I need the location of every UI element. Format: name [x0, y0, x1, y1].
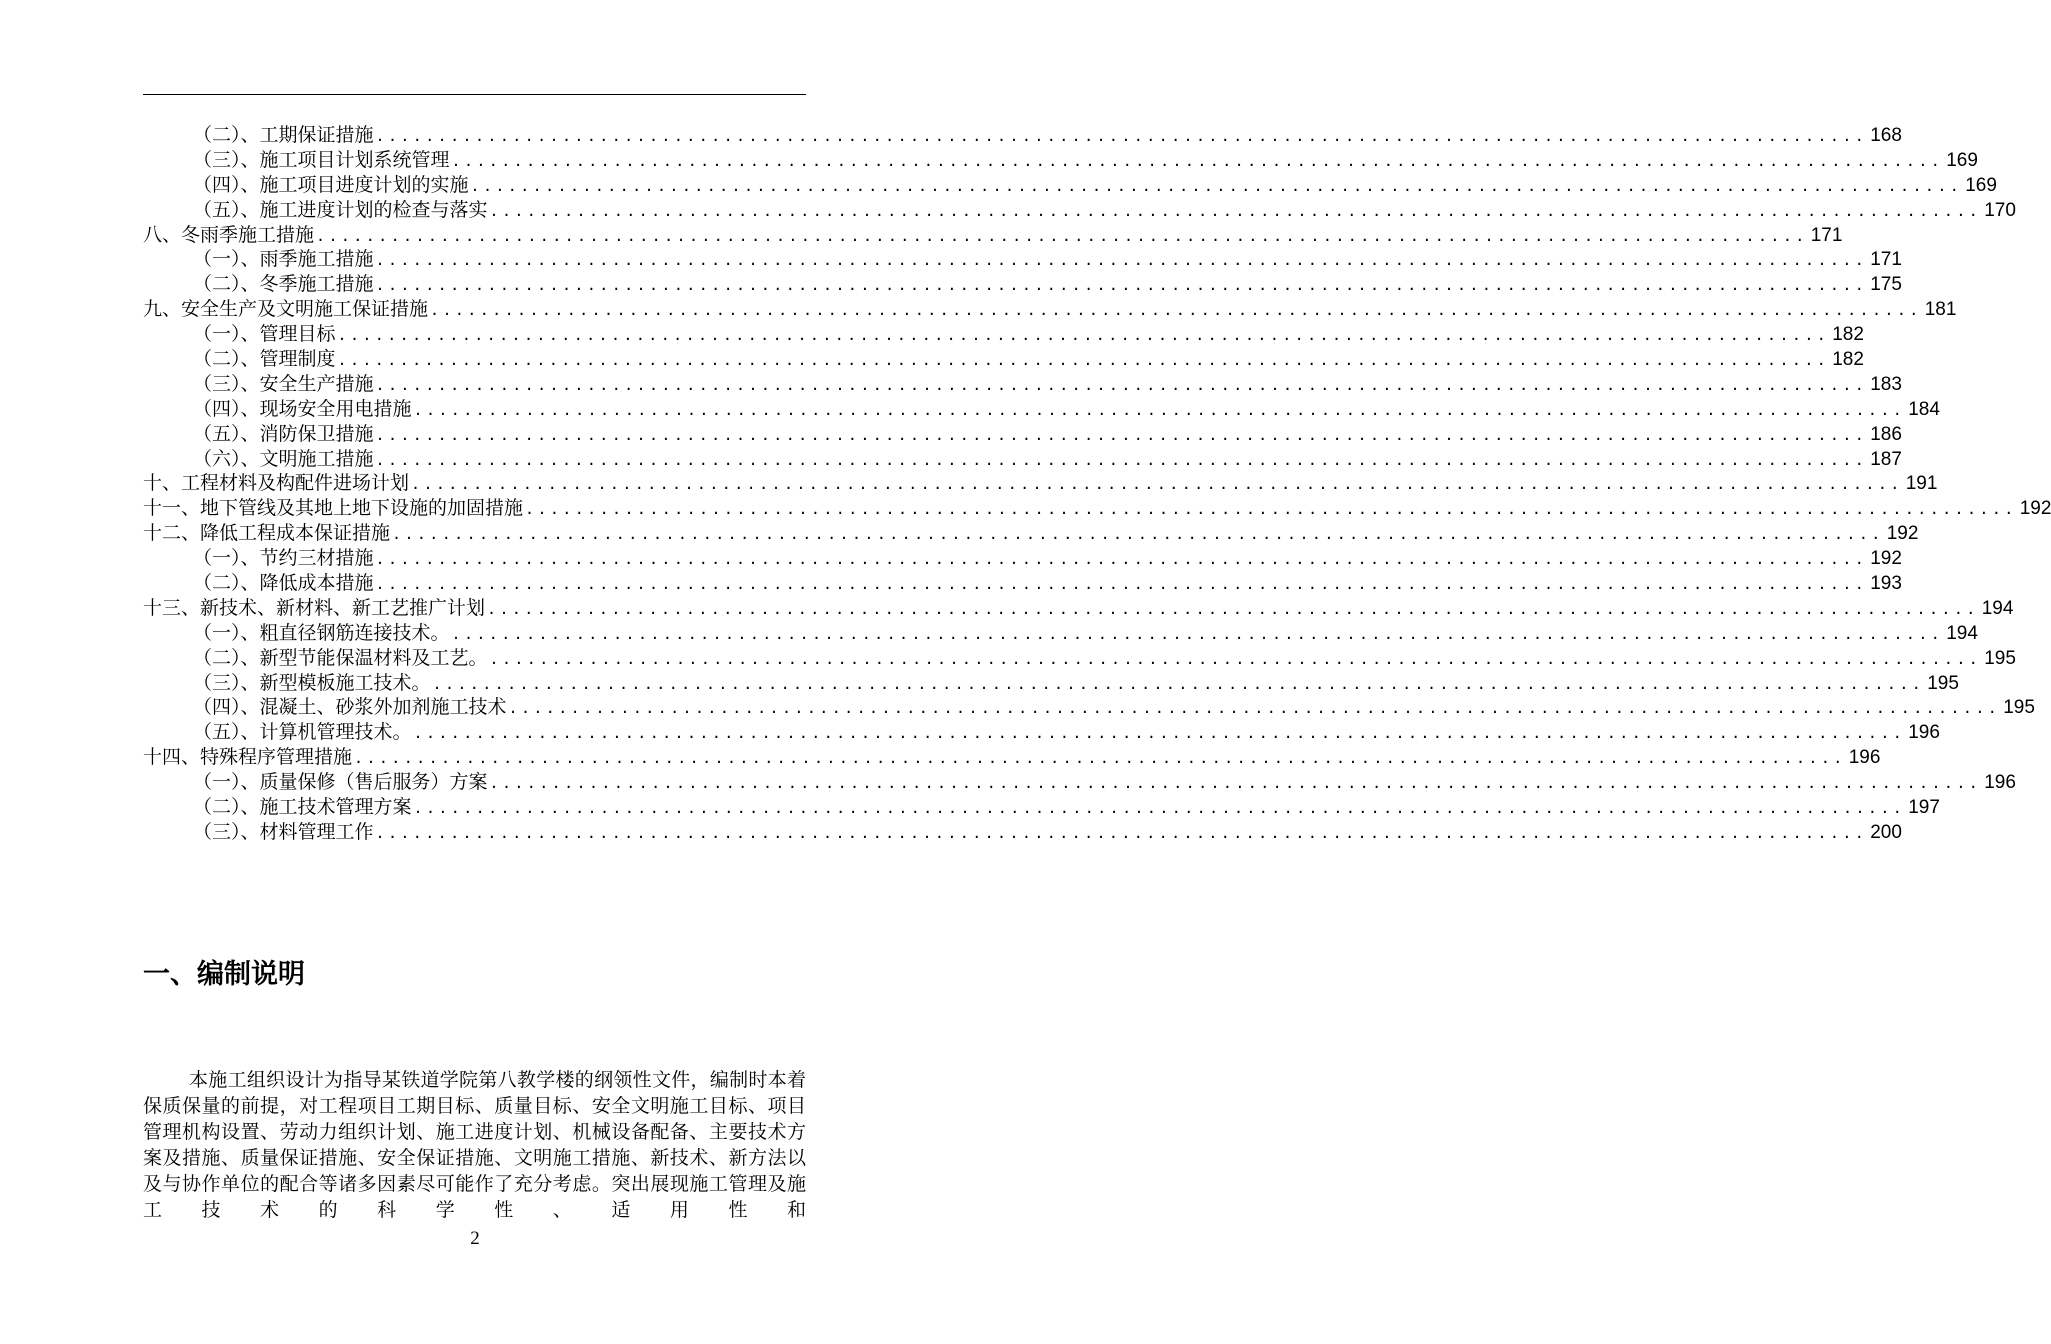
toc-entry[interactable] — [143, 247, 1902, 272]
toc-entry[interactable] — [143, 471, 1938, 496]
toc-entry[interactable] — [143, 397, 1940, 422]
toc-dot-leader: ........................................................................................................................ — [392, 525, 1884, 544]
toc-dot-leader: ........................................................................................................................ — [487, 599, 1979, 618]
toc-entry-title: 十二、降低工程成本保证措施 — [143, 522, 391, 545]
toc-dot-leader: ........................................................................................................................ — [413, 724, 1906, 743]
toc-entry-title: 十一、地下管线及其地上地下设施的加固措施 — [143, 497, 524, 520]
toc-dot-leader: ........................................................................................................................ — [451, 151, 1944, 170]
section-heading: 一、编制说明 — [143, 959, 305, 990]
toc-entry-title: （三）、施工项目计划系统管理 — [193, 148, 450, 171]
toc-entry-page: 192 — [1870, 548, 1902, 570]
toc-dot-leader: ........................................................................................................................ — [375, 575, 1868, 594]
toc-entry-page: 169 — [1965, 174, 1997, 196]
toc-entry-page: 195 — [1927, 672, 1959, 694]
toc-entry-title: （二）、管理制度 — [193, 348, 336, 371]
toc-dot-leader: ........................................................................................................................ — [337, 351, 1830, 370]
toc-entry-page: 194 — [1981, 597, 2014, 619]
toc-entry-title: （五）、施工进度计划的检查与落实 — [193, 198, 488, 221]
table-of-contents — [143, 123, 2051, 845]
toc-entry-page: 192 — [1886, 523, 1919, 545]
toc-entry[interactable] — [143, 646, 2016, 671]
toc-entry[interactable] — [143, 770, 2016, 795]
toc-entry-page: 182 — [1832, 349, 1864, 371]
toc-entry-page: 196 — [1848, 747, 1881, 769]
toc-entry[interactable] — [143, 695, 2035, 720]
toc-entry-page: 194 — [1946, 622, 1978, 644]
header-rule — [143, 94, 806, 95]
toc-entry[interactable] — [143, 347, 1864, 372]
toc-entry-title: （三）、材料管理工作 — [193, 820, 374, 843]
toc-entry-title: 十、工程材料及构配件进场计划 — [143, 472, 410, 495]
toc-entry-page: 175 — [1870, 274, 1902, 296]
toc-entry-page: 187 — [1870, 448, 1902, 470]
toc-entry-page: 181 — [1924, 299, 1957, 321]
toc-entry-title: 九、安全生产及文明施工保证措施 — [143, 298, 429, 321]
toc-dot-leader: ........................................................................................................................ — [316, 226, 1808, 245]
toc-entry-page: 168 — [1870, 125, 1902, 146]
toc-entry-title: （五）、计算机管理技术。 — [193, 721, 412, 744]
toc-entry-page: 184 — [1908, 398, 1940, 420]
toc-entry[interactable] — [143, 621, 1978, 646]
toc-dot-leader: ........................................................................................................................ — [411, 475, 1903, 494]
toc-dot-leader: ........................................................................................................................ — [375, 550, 1868, 569]
toc-entry[interactable] — [143, 671, 1959, 696]
toc-entry[interactable] — [143, 123, 1902, 148]
toc-entry[interactable] — [143, 372, 1902, 397]
toc-dot-leader: ........................................................................................................................ — [375, 375, 1868, 394]
toc-entry-page: 191 — [1905, 473, 1938, 495]
toc-entry-page: 183 — [1870, 373, 1902, 395]
toc-entry-page: 171 — [1870, 249, 1902, 271]
toc-entry-title: （四）、现场安全用电措施 — [193, 397, 412, 420]
toc-entry[interactable] — [143, 571, 1902, 596]
toc-entry-title: 八、冬雨季施工措施 — [143, 223, 315, 246]
toc-dot-leader: ........................................................................................................................ — [430, 301, 1922, 320]
toc-dot-leader: ........................................................................................................................ — [375, 276, 1868, 295]
toc-entry-page: 186 — [1870, 423, 1902, 445]
toc-entry[interactable] — [143, 521, 1919, 546]
toc-entry[interactable] — [143, 198, 2016, 223]
toc-dot-leader: ........................................................................................................................ — [413, 799, 1906, 818]
toc-entry[interactable] — [143, 496, 2051, 521]
toc-entry[interactable] — [143, 148, 1978, 173]
toc-entry-title: （二）、降低成本措施 — [193, 572, 374, 595]
toc-entry-title: （一）、管理目标 — [193, 323, 336, 346]
toc-entry[interactable] — [143, 820, 1902, 845]
body-paragraph: 本施工组织设计为指导某铁道学院第八教学楼的纲领性文件，编制时本着保质保量的前提，对工程项目工期目标、质量目标、安全文明施工目标、项目管理机构设置、劳动力组织计划、施工进度计划、机械设备配备、主要技术方案及措施、质量保证措施、安全保证措施、文明施工措施、新技术、新方法以及与协作单位的配合等诸多因素尽可能作了充分考虑。突出展现施工管理及施工技术的科学性、适用性和 — [143, 1069, 806, 1221]
toc-entry[interactable] — [143, 272, 1902, 297]
toc-entry-title: （二）、新型节能保温材料及工艺。 — [193, 646, 488, 669]
toc-dot-leader: ........................................................................................................................ — [354, 749, 1846, 768]
toc-entry[interactable] — [143, 720, 1940, 745]
toc-entry[interactable] — [143, 596, 2014, 621]
toc-entry[interactable] — [143, 795, 1940, 820]
toc-dot-leader: ........................................................................................................................ — [525, 500, 2017, 519]
toc-entry-title: （二）、冬季施工措施 — [193, 273, 374, 296]
toc-entry-title: 十三、新技术、新材料、新工艺推广计划 — [143, 596, 486, 619]
toc-entry-page: 169 — [1946, 149, 1978, 171]
toc-dot-leader: ........................................................................................................................ — [413, 400, 1906, 419]
toc-dot-leader: ........................................................................................................................ — [470, 176, 1963, 195]
toc-entry-title: （一）、粗直径钢筋连接技术。 — [193, 621, 450, 644]
toc-entry-title: （一）、质量保修（售后服务）方案 — [193, 771, 488, 794]
toc-dot-leader: ........................................................................................................................ — [375, 450, 1868, 469]
toc-entry[interactable] — [143, 546, 1902, 571]
toc-entry-title: （三）、新型模板施工技术。 — [193, 671, 431, 694]
toc-entry-page: 200 — [1870, 821, 1902, 843]
toc-entry-title: 十四、特殊程序管理措施 — [143, 746, 353, 769]
toc-entry[interactable] — [143, 745, 1881, 770]
toc-dot-leader: ........................................................................................................................ — [451, 624, 1944, 643]
toc-dot-leader: ........................................................................................................................ — [375, 127, 1868, 145]
toc-dot-leader: ........................................................................................................................ — [375, 823, 1868, 842]
toc-entry[interactable] — [143, 173, 1997, 198]
toc-entry-title: （二）、工期保证措施 — [193, 124, 374, 146]
toc-entry-title: （四）、混凝土、砂浆外加剂施工技术 — [193, 696, 507, 719]
toc-dot-leader: ........................................................................................................................ — [489, 649, 1982, 668]
toc-entry-title: （二）、施工技术管理方案 — [193, 796, 412, 819]
toc-entry-page: 197 — [1908, 797, 1940, 819]
toc-dot-leader: ........................................................................................................................ — [375, 425, 1868, 444]
toc-entry-title: （三）、安全生产措施 — [193, 372, 374, 395]
toc-entry-page: 171 — [1810, 224, 1843, 246]
toc-entry-title: （六）、文明施工措施 — [193, 447, 374, 470]
toc-entry-page: 195 — [2003, 697, 2035, 719]
toc-entry-page: 192 — [2019, 498, 2051, 520]
toc-entry-page: 195 — [1984, 647, 2016, 669]
toc-entry-title: （四）、施工项目进度计划的实施 — [193, 173, 469, 196]
toc-dot-leader: ........................................................................................................................ — [489, 774, 1982, 793]
toc-dot-leader: ........................................................................................................................ — [337, 326, 1830, 345]
toc-dot-leader: ........................................................................................................................ — [375, 251, 1868, 270]
toc-entry[interactable] — [143, 322, 1864, 347]
toc-entry-page: 182 — [1832, 324, 1864, 346]
toc-entry[interactable] — [143, 297, 1957, 322]
toc-entry-title: （五）、消防保卫措施 — [193, 422, 374, 445]
toc-entry-title: （一）、节约三材措施 — [193, 547, 374, 570]
toc-entry[interactable] — [143, 422, 1902, 447]
toc-entry-page: 193 — [1870, 573, 1902, 595]
toc-dot-leader: ........................................................................................................................ — [432, 674, 1925, 693]
toc-dot-leader: ........................................................................................................................ — [489, 201, 1982, 220]
toc-entry-title: （一）、雨季施工措施 — [193, 248, 374, 271]
toc-dot-leader: ........................................................................................................................ — [508, 699, 2001, 718]
toc-entry-page: 196 — [1984, 772, 2016, 794]
toc-entry[interactable] — [143, 223, 1843, 248]
toc-entry[interactable] — [143, 447, 1902, 472]
toc-entry-page: 196 — [1908, 722, 1940, 744]
toc-entry-page: 170 — [1984, 199, 2016, 221]
page-number: 2 — [470, 1228, 480, 1249]
